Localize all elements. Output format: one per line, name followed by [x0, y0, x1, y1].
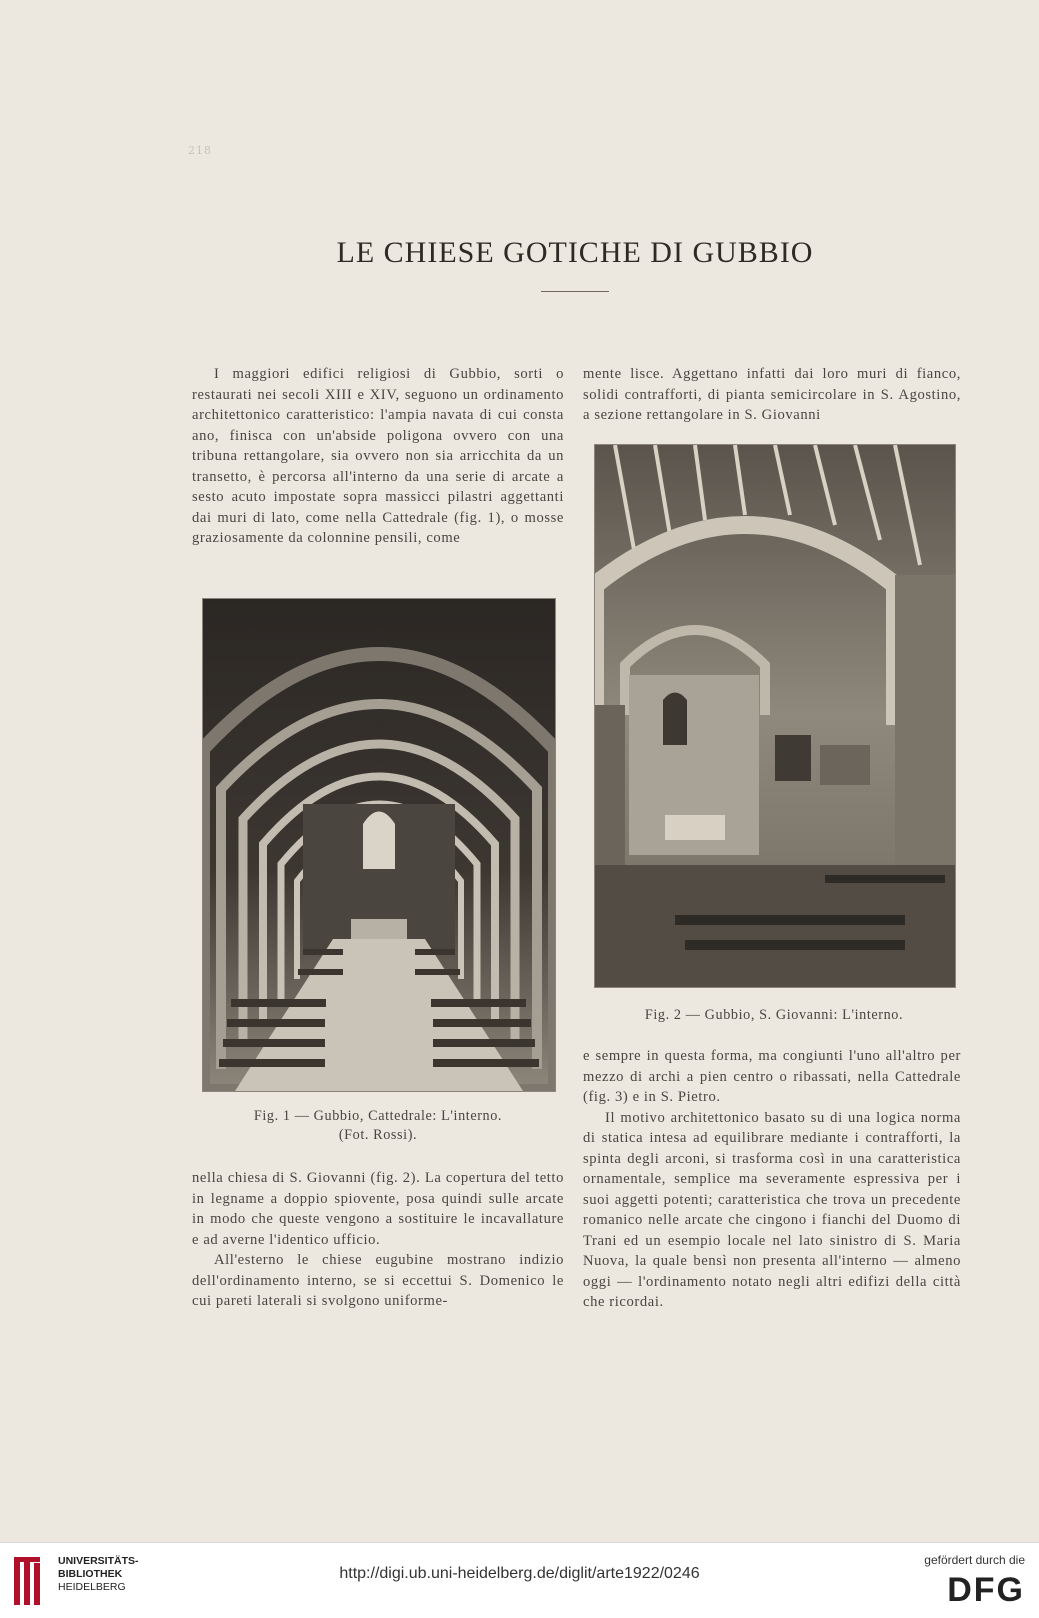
right-paragraph-3: Il motivo architettonico basato su di una logica norma di statica intesa ad equilibrare mediante i contrafforti, la spinta degli arconi, si trasforma così in una caratteristica ornamentale, semplice ma severamente espressiva per i suoi aggetti potenti; caratteristica che trova un precedente romanico nelle arcate che cingono i fianchi del Duomo di Trani ed un esempio locale nel lato sinistro di S. Maria Nuova, la quale bensì non presenta all'interno — almeno oggi — l'ordinamento notato negli altri edifizi della città che ricordai.: [583, 1109, 961, 1310]
san-giovanni-interior-image: [595, 445, 955, 987]
digitization-footer: [0, 1542, 1039, 1618]
figure-1-caption: [202, 1107, 554, 1145]
institution-line-3: HEIDELBERG: [58, 1581, 126, 1593]
figure-1-caption-credit: (Fot. Rossi).: [338, 1127, 418, 1143]
left-paragraph-3: All'esterno le chiese eugubine mostrano indizio dell'ordinamento interno, se si eccettui S. Domenico le cui pareti laterali si svolgono uniforme-: [192, 1252, 564, 1309]
institution-line-2: BIBLIOTHEK: [58, 1568, 123, 1580]
left-paragraph-1: I maggiori edifici religiosi di Gubbio, sorti o restaurati nei secoli XIII e XIV, seguono un ordinamento architettonico caratteristico: l'ampia navata di cui consta ano, finisca con un'abside poligona ovvero con una tribuna rettangolare, sia ovvero non sia arricchita da un transetto, è percorsa all'interno da una serie di arcate a sesto acuto impostate sopra massicci pilastri aggettanti dai muri di lato, come nella Cattedrale (fig. 1), o mosse graziosamente da colonnine pensili, come: [192, 366, 564, 546]
left-column-bottom: [192, 1168, 564, 1312]
institution-line-1: UNIVERSITÄTS-: [58, 1555, 139, 1567]
right-column-bottom: [583, 1046, 961, 1313]
article-title: LE CHIESE GOTICHE DI GUBBIO: [336, 236, 814, 269]
figure-2-caption: Fig. 2 — Gubbio, S. Giovanni: L'interno.: [644, 1007, 904, 1023]
permalink-url[interactable]: http://digi.ub.uni-heidelberg.de/diglit/arte1922/0246: [339, 1565, 700, 1582]
right-paragraph-1: mente lisce. Aggettano infatti dai loro muri di fianco, solidi contrafforti, di pianta semicircolare in S. Agostino, a sezione rettangolare in S. Giovanni: [583, 366, 961, 423]
dfg-logo: DFG: [947, 1571, 1025, 1609]
figure-1-caption-title: Fig. 1 — Gubbio, Cattedrale: L'interno.: [253, 1108, 503, 1124]
cathedral-interior-image: [203, 599, 555, 1091]
left-paragraph-2: nella chiesa di S. Giovanni (fig. 2). La copertura del tetto in legname a doppio spiovente, posa quindi sulle arcate in modo che queste vengono a sostituire le incavallature e ad averne l'identico ufficio.: [192, 1170, 564, 1248]
page-number: 218: [188, 144, 212, 157]
figure-2-photo: [594, 444, 956, 988]
left-column-top: [192, 364, 564, 549]
figure-1-photo: [202, 598, 556, 1092]
right-column-top: [583, 364, 961, 426]
title-rule: [541, 291, 609, 292]
funding-label: gefördert durch die: [924, 1553, 1025, 1567]
right-paragraph-2: e sempre in questa forma, ma congiunti l'uno all'altro per mezzo di archi a pien centro o ribassati, nella Cattedrale (fig. 3) e in S. Pietro.: [583, 1048, 961, 1105]
